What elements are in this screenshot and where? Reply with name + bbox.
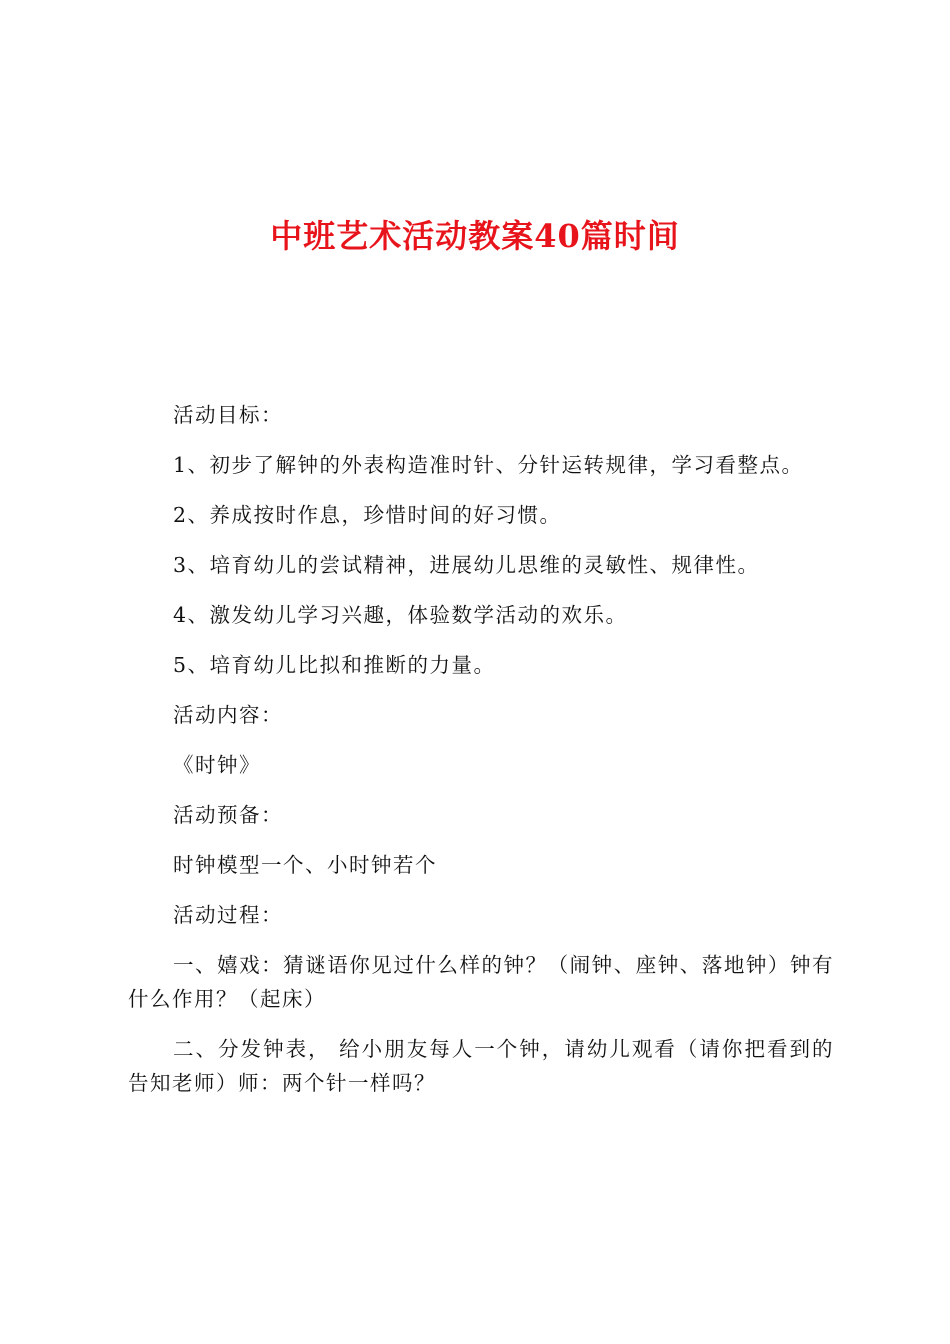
goal-item-1: 1、初步了解钟的外表构造准时针、分针运转规律，学习看整点。 (173, 453, 804, 477)
section-heading-preparation: 活动预备： (173, 803, 283, 827)
content-title: 《时钟》 (173, 753, 261, 777)
goal-item-5: 5、培育幼儿比拟和推断的力量。 (173, 653, 496, 677)
process-step-2: 二、分发钟表， 给小朋友每人一个钟，请幼儿观看（请你把看到的告知老师）师：两个针一样吗？ (128, 1037, 834, 1095)
document-body (128, 398, 834, 1116)
preparation-text: 时钟模型一个、小时钟若个 (173, 853, 437, 877)
section-heading-content: 活动内容： (173, 703, 283, 727)
document-title: 中班艺术活动教案40篇时间 (270, 217, 680, 255)
goal-item-2: 2、养成按时作息，珍惜时间的好习惯。 (173, 503, 562, 527)
goal-item-3: 3、培育幼儿的尝试精神，进展幼儿思维的灵敏性、规律性。 (173, 553, 760, 577)
goal-item-4: 4、激发幼儿学习兴趣，体验数学活动的欢乐。 (173, 603, 628, 627)
process-step-1: 一、嬉戏：猜谜语你见过什么样的钟？（闹钟、座钟、落地钟）钟有什么作用？（起床） (128, 953, 834, 1011)
section-heading-process: 活动过程： (173, 903, 283, 927)
section-heading-goals: 活动目标： (173, 403, 283, 427)
